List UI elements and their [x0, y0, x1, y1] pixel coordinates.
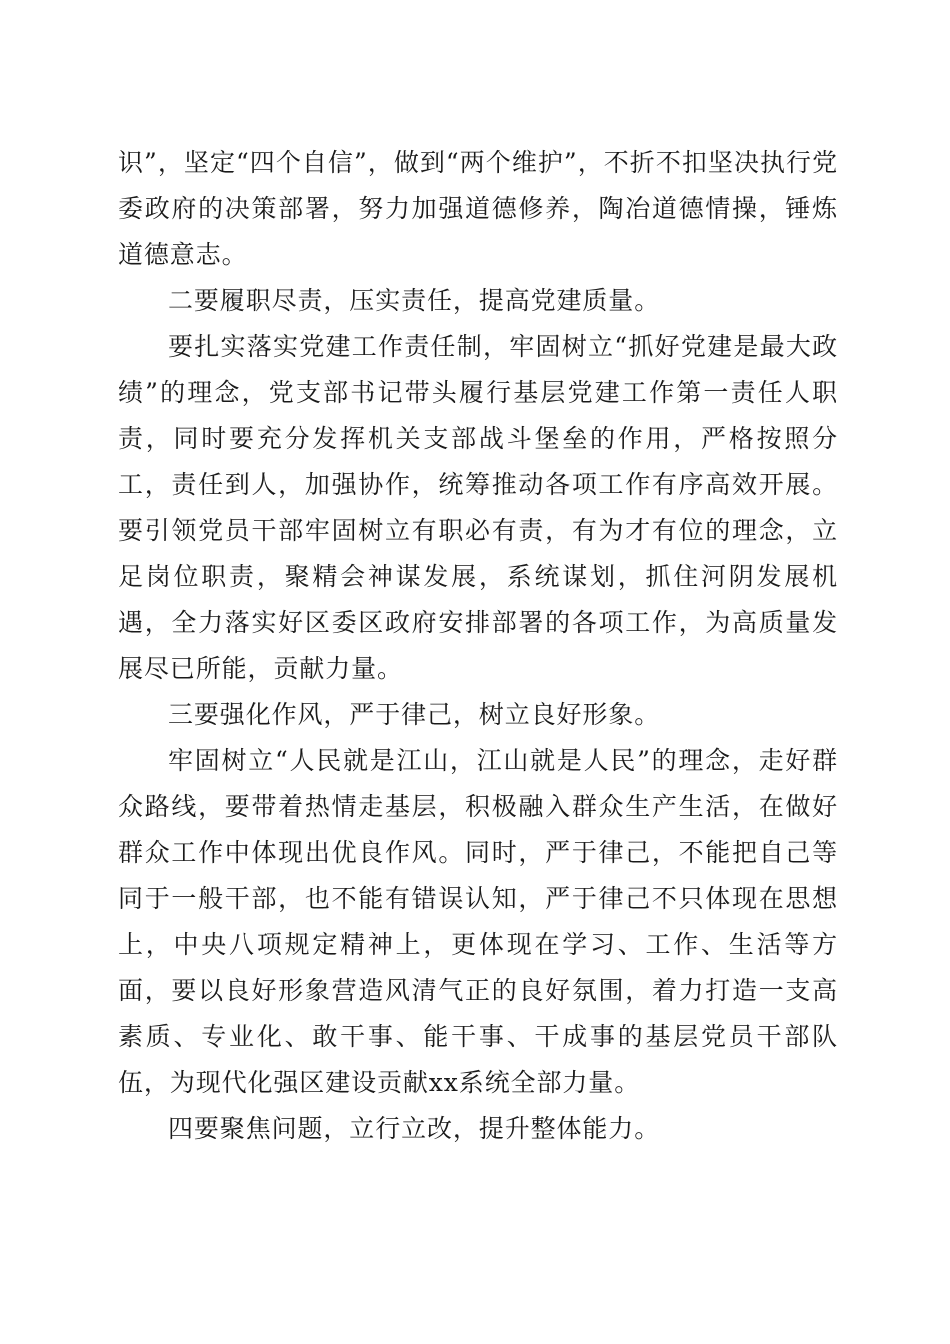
heading-point-four: 四要聚焦问题，立行立改，提升整体能力。 — [168, 1114, 661, 1143]
heading-point-two: 二要履职尽责，压实责任，提高党建质量。 — [168, 286, 661, 315]
paragraph-point-two-body: 要扎实落实党建工作责任制，牢固树立“抓好党建是最大政绩”的理念，党支部书记带头履行基层党建工作第一责任人职责，同时要充分发挥机关支部战斗堡垒的作用，严格按照分工，责任到人，加强协作，统筹推动各项工作有序高效开展。要引领党员干部牢固树立有职必有责，有为才有位的理念，立足岗位职责，聚精会神谋发展，系统谋划，抓住河阴发展机遇，全力落实好区委区政府安排部署的各项工作，为高质量发展尽已所能，贡献力量。 — [118, 332, 838, 683]
document-body — [118, 140, 838, 1152]
paragraph-continuation: 识”，坚定“四个自信”，做到“两个维护”，不折不扣坚决执行党委政府的决策部署，努力加强道德修养，陶冶道德情操，锤炼道德意志。 — [118, 148, 838, 269]
paragraph-point-three-body: 牢固树立“人民就是江山，江山就是人民”的理念，走好群众路线，要带着热情走基层，积极融入群众生产生活，在做好群众工作中体现出优良作风。同时，严于律己，不能把自己等同于一般干部，也不能有错误认知，严于律己不只体现在思想上，中央八项规定精神上，更体现在学习、工作、生活等方面，要以良好形象营造风清气正的良好氛围，着力打造一支高素质、专业化、敢干事、能干事、干成事的基层党员干部队伍，为现代化强区建设贡献xx系统全部力量。 — [118, 746, 838, 1097]
heading-point-three: 三要强化作风，严于律己，树立良好形象。 — [168, 700, 661, 729]
